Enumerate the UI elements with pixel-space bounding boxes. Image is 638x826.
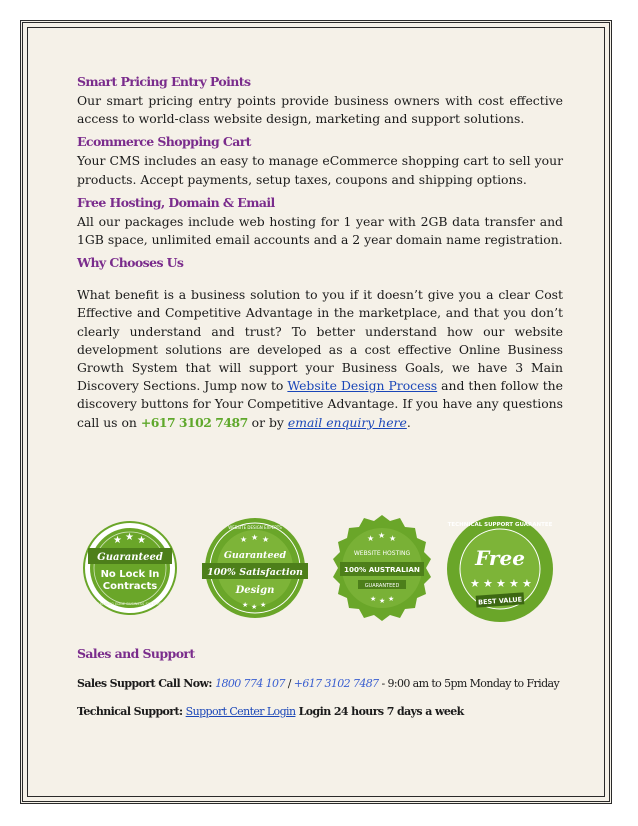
section-hosting [77, 193, 563, 249]
svg-text:★: ★ [251, 533, 259, 542]
svg-text:★: ★ [389, 534, 397, 543]
section-heading: Sales and Support [77, 646, 195, 661]
section-smart-pricing [77, 72, 563, 128]
support-center-login-link[interactable]: Support Center Login [185, 705, 296, 718]
sales-call-label: Sales Support Call Now: [77, 677, 216, 690]
badge-line2: GUARANTEED [364, 583, 400, 589]
section-ecommerce [77, 132, 563, 188]
badge-line1: Guaranteed [223, 550, 287, 561]
guarantee-badges [80, 513, 560, 633]
satisfaction-badge [200, 513, 310, 623]
badge-line3: Design [235, 585, 275, 596]
tech-support-hours: Login 24 hours 7 days a week [295, 705, 464, 718]
section-body: Our smart pricing entry points provide business owners with cost effective access to world-class website design, marketing and support solutions. [77, 93, 563, 127]
svg-text:★: ★ [470, 577, 480, 590]
technical-support-badge [444, 513, 556, 625]
email-enquiry-link[interactable]: email enquiry here [287, 414, 407, 430]
badge-top-text: WEBSITE DESIGN EXPERTS [228, 525, 282, 530]
badge-ring-text: LEADING EDGE BUSINESS SYSTEMS [97, 602, 163, 606]
website-design-process-link[interactable]: Website Design Process [287, 378, 438, 394]
badge-top-text: Guaranteed [97, 552, 163, 563]
sales-phone-1[interactable]: 1800 774 107 [215, 677, 285, 690]
svg-text:★: ★ [509, 577, 519, 590]
badge-line1: No Lock In [100, 569, 160, 580]
badge-line2: Contracts [102, 581, 158, 592]
sales-support-line: Sales Support Call Now: 1800 774 107 / +617 3102 7487 - 9:00 am to 5pm Monday to Friday [77, 677, 560, 690]
svg-text:★: ★ [125, 532, 134, 543]
section-body: All our packages include web hosting for 1 year with 2GB data transfer and 1GB space, unlimited email accounts and a 2 year domain name registration. [77, 213, 563, 248]
tech-support-label: Technical Support: [77, 705, 186, 718]
section-body: Your CMS includes an easy to manage eCommerce shopping cart to sell your products. Accept payments, setup taxes, coupons and shipping options. [77, 153, 563, 187]
phone-number: +617 3102 7487 [140, 414, 248, 430]
svg-text:★: ★ [113, 535, 122, 546]
svg-text:★: ★ [378, 531, 386, 540]
svg-text:★: ★ [251, 603, 258, 611]
document-body [77, 72, 563, 436]
section-heading: Ecommerce Shopping Cart [77, 134, 251, 150]
svg-text:★: ★ [260, 601, 267, 609]
svg-text:★: ★ [388, 595, 395, 603]
svg-text:★: ★ [367, 534, 375, 543]
sales-support-section [77, 644, 563, 664]
no-lock-in-badge [80, 513, 180, 623]
svg-text:★: ★ [379, 597, 386, 605]
why-body: What benefit is a business solution to you if it doesn’t give you a clear Cost Effective and Competitive Advantage in the marketplace, and that you don’t clearly understand and trust? To better understand how our website development solutions are developed as a cost effective Online Business Growth System that will support your Business Goals, we have 3 Main Discovery Sections. Jump now to Website Design Process and then follow the discovery buttons for Your Competitive Advantage. If you have any questions call us on +617 3102 7487 or by email enquiry here. [77, 287, 563, 430]
svg-text:★: ★ [240, 535, 248, 544]
svg-text:★: ★ [483, 577, 493, 590]
badge-top-text: WEBSITE HOSTING [353, 550, 411, 557]
svg-text:★: ★ [262, 535, 270, 544]
svg-text:★: ★ [242, 601, 249, 609]
australian-hosting-badge [328, 513, 436, 625]
section-heading: Smart Pricing Entry Points [77, 74, 251, 89]
svg-text:★: ★ [370, 595, 377, 603]
badge-line1: 100% AUSTRALIAN [344, 565, 420, 574]
svg-text:★: ★ [137, 535, 146, 546]
section-heading: Free Hosting, Domain & Email [77, 194, 275, 210]
badge-ring-text: TECHNICAL SUPPORT GUARANTEE [447, 522, 553, 528]
section-heading: Why Chooses Us [77, 255, 184, 271]
svg-text:★: ★ [496, 577, 506, 590]
sales-phone-2[interactable]: +617 3102 7487 [293, 677, 379, 690]
badge-line1: Free [475, 546, 525, 570]
badge-line2: 100% Satisfaction [207, 567, 303, 578]
badge-line2: BEST VALUE [477, 595, 523, 607]
technical-support-line [77, 704, 563, 720]
section-why [77, 253, 563, 432]
sales-hours: - 9:00 am to 5pm Monday to Friday [378, 677, 560, 690]
svg-text:★: ★ [522, 577, 532, 590]
